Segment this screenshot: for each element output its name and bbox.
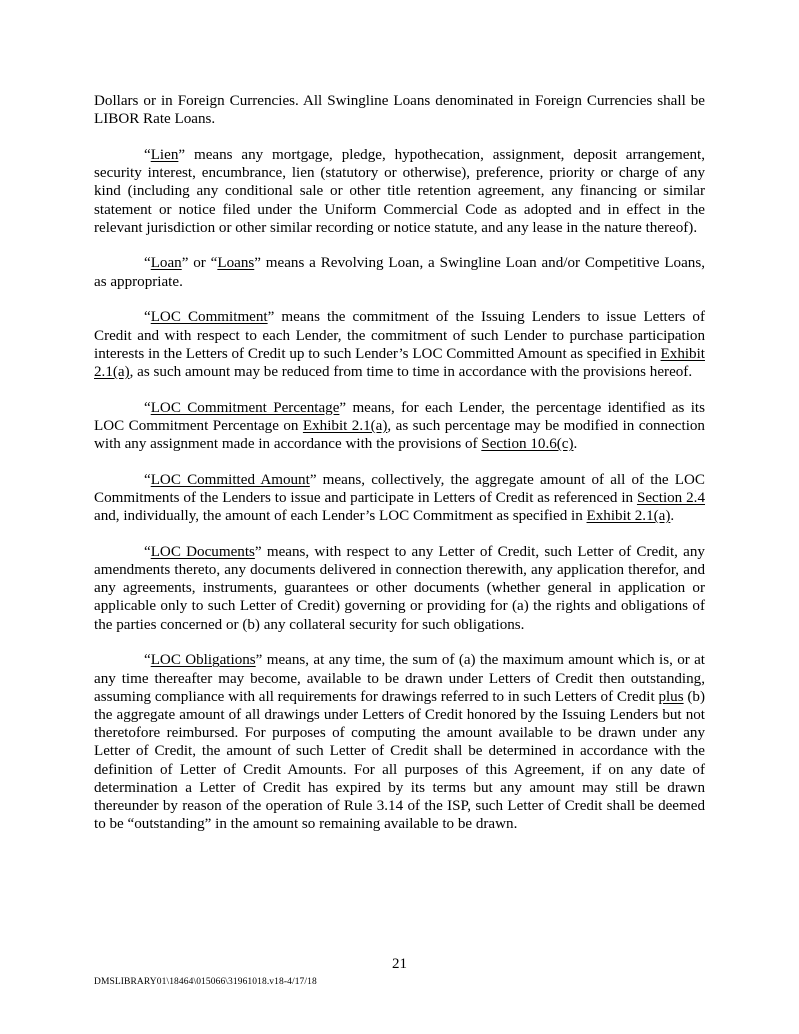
defined-term: LOC Committed Amount bbox=[150, 471, 310, 488]
emphasized-word-plus: plus bbox=[658, 688, 684, 705]
definition-loc-obligations: “LOC Obligations” means, at any time, the sum of (a) the maximum amount which is, or at any time thereafter may become, available to be drawn under Letters of Credit then outstanding, assuming compliance with all requirements for drawings referred to in such Letters of Credit plus (b) the aggregate amount of all drawings under Letters of Credit honored by the Issuing Lenders but not theretofore reimbursed. For purposes of computing the amount available to be drawn under any Letter of Credit, the amount of such Letter of Credit shall be determined in accordance with the definition of Letter of Credit Amounts. For all purposes of this Agreement, if on any date of determination a Letter of Credit has expired by its terms but any amount may still be drawn thereunder by reason of the operation of Rule 3.14 of the ISP, such Letter of Credit shall be deemed to be “outstanding” in the amount so remaining available to be drawn. bbox=[94, 652, 706, 833]
definition-text: ” means, for each Lender, the percentage identified as its LOC Commitment Percentage on bbox=[94, 399, 705, 434]
page-number: 21 bbox=[392, 956, 407, 972]
defined-term: LOC Obligations bbox=[150, 652, 256, 669]
definition-loc-commitment-percentage: “LOC Commitment Percentage” means, for each Lender, the percentage identified as its LOC Commitment Percentage on Exhibit 2.1(a), as such percentage may be modified in connection with any assignment made in accordance with the provisions of Section 10.6(c). bbox=[94, 399, 705, 453]
defined-term: LOC Documents bbox=[150, 543, 255, 560]
defined-term: Lien bbox=[150, 146, 179, 163]
cross-reference: Section 10.6(c) bbox=[481, 436, 574, 453]
definition-text: , as such percentage may be modified in connection with any assignment made in accordance with the provisions of bbox=[94, 417, 705, 453]
defined-term: Loans bbox=[217, 255, 255, 272]
definition-text: ” means any mortgage, pledge, hypothecation, assignment, deposit arrangement, security interest, encumbrance, lien (statutory or otherwise), preference, priority or charge of any kind (including any conditional sale or other title retention agreement, any financing or similar statement or notice filed under the Uniform Commercial Code as adopted and in effect in the relevant jurisdiction or other similar recording or notice statute, and any lease in the nature thereof). bbox=[94, 146, 705, 236]
paragraph-continuation bbox=[94, 92, 705, 128]
definition-loc-commitment: “LOC Commitment” means the commitment of the Issuing Lenders to issue Letters of Credit and with respect to each Lender, the commitment of such Lender to purchase participation interests in the Letters of Credit up to such Lender’s LOC Committed Amount as specified in Exhibit 2.1(a), as such amount may be reduced from time to time in accordance with the provisions hereof. bbox=[94, 309, 705, 380]
defined-term: LOC Commitment Percentage bbox=[150, 399, 340, 416]
paragraph-text: Dollars or in Foreign Currencies. All Swingline Loans denominated in Foreign Currencies shall be LIBOR Rate Loans. bbox=[94, 93, 705, 128]
defined-term: LOC Commitment bbox=[150, 309, 268, 326]
definition-text: (b) the aggregate amount of all drawings under Letters of Credit honored by the Issuing Lenders but not theretofore reimbursed. For purposes of computing the amount available to be drawn under any Letter of Credit, the amount of such Letter of Credit shall be determined in accordance with the definition of Letter of Credit Amounts. For all purposes of this Agreement, if on any date of determination a Letter of Credit has expired by its terms but any amount may still be drawn thereunder by reason of the operation of Rule 3.14 of the ISP, such Letter of Credit shall be deemed to be “outstanding” in the amount so remaining available to be drawn. bbox=[94, 688, 706, 833]
document-id-footer: DMSLIBRARY01\18464\015066\31961018.v18-4/17/18 bbox=[94, 977, 317, 987]
definition-text: ” means the commitment of the Issuing Lenders to issue Letters of Credit and with respect to each Lender, the commitment of such Lender to purchase participation interests in the Letters of Credit up to such Lender’s LOC Committed Amount as specified in bbox=[94, 309, 705, 362]
cross-reference: Exhibit 2.1(a) bbox=[586, 508, 671, 525]
defined-term: Loan bbox=[150, 255, 182, 272]
definition-text: and, individually, the amount of each Lender’s LOC Commitment as specified in bbox=[94, 508, 587, 525]
definition-loan: “Loan” or “Loans” means a Revolving Loan, a Swingline Loan and/or Competitive Loans, as appropriate. bbox=[94, 255, 705, 290]
definition-text: ” means a Revolving Loan, a Swingline Loan and/or Competitive Loans, as appropriate. bbox=[94, 255, 705, 290]
definition-text: ” means, with respect to any Letter of Credit, such Letter of Credit, any amendments thereto, any documents delivered in connection therewith, any application therefor, and any agreements, instruments, guarantees or other documents (whether general in application or applicable only to such Letter of Credit) governing or providing for (a) the rights and obligations of the parties concerned or (b) any collateral security for such obligations. bbox=[94, 543, 705, 633]
definition-lien: “Lien” means any mortgage, pledge, hypothecation, assignment, deposit arrangement, security interest, encumbrance, lien (statutory or otherwise), preference, priority or charge of any kind (including any conditional sale or other title retention agreement, any financing or similar statement or notice filed under the Uniform Commercial Code as adopted and in effect in the relevant jurisdiction or other similar recording or notice statute, and any lease in the nature thereof). bbox=[94, 146, 705, 236]
definition-text: ” means, collectively, the aggregate amount of all of the LOC Commitments of the Lenders to issue and participate in Letters of Credit as referenced in bbox=[94, 471, 705, 506]
definition-text: , as such amount may be reduced from time to time in accordance with the provisions hereof. bbox=[129, 363, 693, 380]
cross-reference: Exhibit 2.1(a) bbox=[302, 417, 388, 434]
definition-loc-documents: “LOC Documents” means, with respect to any Letter of Credit, such Letter of Credit, any amendments thereto, any documents delivered in connection therewith, any application therefor, and any agreements, instruments, guarantees or other documents (whether general in application or applicable only to such Letter of Credit) governing or providing for (a) the rights and obligations of the parties concerned or (b) any collateral security for such obligations. bbox=[94, 543, 705, 633]
document-body bbox=[94, 92, 705, 851]
definition-text: ” means, at any time, the sum of (a) the maximum amount which is, or at any time thereafter may become, available to be drawn under Letters of Credit then outstanding, assuming compliance with all requirements for drawings referred to in such Letters of Credit bbox=[94, 652, 705, 705]
cross-reference: Section 2.4 bbox=[636, 489, 705, 506]
definition-loc-committed-amount: “LOC Committed Amount” means, collectively, the aggregate amount of all of the LOC Commitments of the Lenders to issue and participate in Letters of Credit as referenced in Section 2.4 and, individually, the amount of each Lender’s LOC Commitment as specified in Exhibit 2.1(a). bbox=[94, 471, 705, 525]
cross-reference: Exhibit 2.1(a) bbox=[94, 345, 705, 380]
